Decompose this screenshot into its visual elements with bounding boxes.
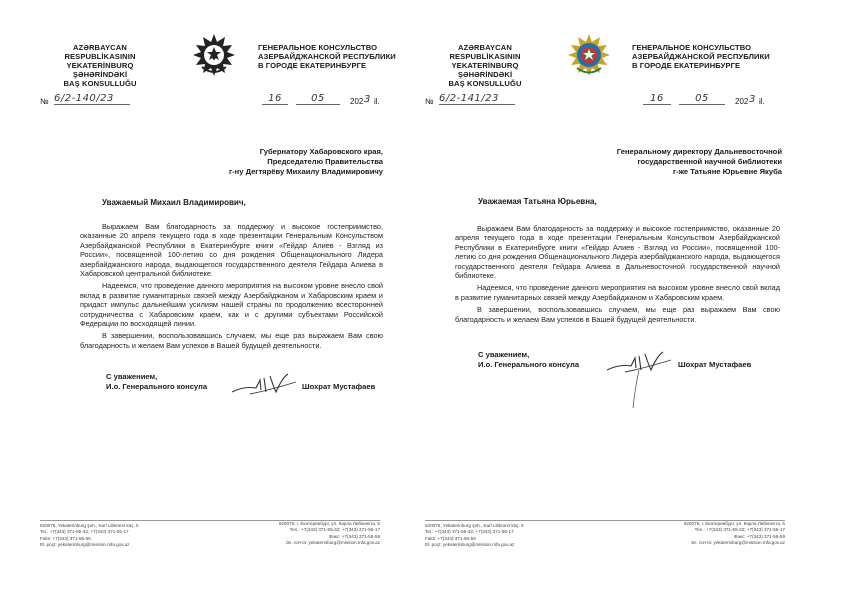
body-paragraph: Выражаем Вам благодарность за поддержку и высокое гостеприимство, оказанные 20 апреля текущего года в ходе презентации Генеральным Консульством Азербайджанской Республики в Екатеринбурге книги «Гейдар Алиев - Взгляд из России», посвященной 100-летию со дня рождения Общенационального Лидера азербайджанского народа, выдающегося государственного деятеля Гейдара Алиева в Хабаровской центральной библиотеке. (80, 222, 383, 279)
date-year-prefix: 202 (350, 97, 364, 106)
footer-line: 620075, г. Екатеринбург, ул. Карла Либкнехта, 5 (278, 521, 380, 526)
closing-line: И.о. Генерального консула (106, 382, 208, 391)
header-russian (258, 43, 398, 70)
header-azerbaijani (425, 43, 545, 88)
date-month: 05 (679, 93, 725, 105)
addressee-line: Генеральному директору Дальневосточной (616, 147, 782, 156)
footer-address-ru (620, 521, 785, 547)
footer-address-az (425, 523, 595, 549)
closing-line: С уважением, (106, 372, 158, 381)
footer-line: El. poçt: yekaterinburg@mission.mfa.gov.az (425, 542, 515, 548)
header-ru-line: В ГОРОДЕ ЕКАТЕРИНБУРГЕ (632, 61, 741, 70)
body-paragraph: Надеемся, что проведение данного мероприятия на высоком уровне внесло свой вклад в развитие гуманитарных связей между Азербайджаном и Хабаровским краем и придаст импульс дальнейшим усилиям нашей страны по продолжению всесторонней сотрудничества с Хабаровским краем, как и с другими субъектами Российской Федерации по восходящей линии. (80, 281, 383, 329)
footer-line: Тел.: +7(343) 371-55-32; +7(343) 371-55-17 (289, 527, 380, 533)
letter-body (455, 224, 780, 327)
addressee-block (480, 147, 782, 177)
footer-line: Эл. почта: yekaterinburg@mission.mfa.gov.az (690, 540, 785, 546)
header-ru-line: АЗЕРБАЙДЖАНСКОЙ РЕСПУБЛИКИ (258, 52, 396, 61)
header-ru-line: ГЕНЕРАЛЬНОЕ КОНСУЛЬСТВО (632, 43, 752, 52)
handwritten-signature-icon (605, 346, 677, 410)
addressee-line: г-же Татьяне Юрьевне Якуба (672, 167, 782, 176)
closing-block (478, 350, 579, 370)
closing-line: И.о. Генерального консула (478, 360, 580, 369)
footer-line: El. poçt: yekaterinburg@mission.mfa.gov.az (40, 542, 130, 548)
footer-line: Факс: +7(343) 371-55-59 (733, 533, 785, 539)
body-paragraph: В завершении, воспользовавшись случаем, мы еще раз выражаем Вам свою благодарность и желаем Вам успехов в Вашей будущей деятельности. (455, 305, 780, 324)
date-year-suffix: il. (374, 97, 380, 106)
footer-line: Faks: +7(343) 371-55-59 (40, 535, 91, 541)
header-az-line: AZƏRBAYCAN RESPUBLİKASININ (449, 43, 521, 61)
number-label: № (425, 97, 434, 106)
footer-line: 620075, г. Екатеринбург, ул. Карла Либкнехта, 5 (683, 521, 785, 526)
date-year-suffix: il. (759, 97, 765, 106)
date-month: 05 (296, 93, 340, 105)
header-ru-line: ГЕНЕРАЛЬНОЕ КОНСУЛЬСТВО (258, 43, 378, 52)
outgoing-number: 6/2-141/23 (439, 93, 515, 105)
footer-line: Тел.: +7(343) 371-55-32; +7(343) 371-55-17 (694, 527, 785, 533)
header-az-line: BAŞ KONSULLUĞU (448, 79, 522, 88)
date-day: 16 (643, 93, 671, 105)
header-az-line: YEKATERİNBURQ ŞƏHƏRİNDƏKİ (66, 61, 134, 79)
body-paragraph: Надеемся, что проведение данного мероприятия на высоком уровне внесло свой вклад в развитие гуманитарных связей между Азербайджаном и Хабаровским краем. (455, 283, 780, 302)
header-az-line: AZƏRBAYCAN RESPUBLİKASININ (64, 43, 136, 61)
body-paragraph: Выражаем Вам благодарность за поддержку и высокое гостеприимство, оказанные 20 апреля текущего года в ходе презентации Генеральным Консульством Азербайджанской Республики в Екатеринбурге книги «Гейдар Алиев - Взгляд из России», посвященной 100-летию со дня рождения Общенационального Лидера азербайджанского народа, выдающегося государственного деятеля Гейдара Алиева в Дальневосточной государственной научной библиотеке. (455, 224, 780, 281)
outgoing-number: 6/2-140/23 (54, 93, 130, 105)
addressee-line: г-ну Дегтярёву Михаилу Владимировичу (228, 167, 383, 176)
footer-address-az (40, 523, 210, 549)
date-day: 16 (262, 93, 288, 105)
footer-line: 620075, Yekaterinburg şəh., Karl Libknext küç. 5 (425, 523, 524, 528)
footer-line: 620075, Yekaterinburg şəh., Karl Libknext küç. 5 (40, 523, 139, 528)
addressee-line: государственной научной библиотеки (637, 157, 782, 166)
footer-line: Tel.: +7(343) 371-55-32; +7(343) 371-55-17 (425, 529, 514, 535)
addressee-line: Председателю Правительства (267, 157, 383, 166)
footer-line: Faks: +7(343) 371-55-59 (425, 535, 476, 541)
closing-block (106, 372, 207, 392)
date-year-digit: 3 (364, 94, 371, 105)
salutation: Уважаемый Михаил Владимирович, (102, 198, 246, 207)
letter-body (80, 222, 383, 353)
body-paragraph: В завершении, воспользовавшись случаем, мы еще раз выражаем Вам свою благодарность и желаем Вам успехов в Вашей будущей деятельности. (80, 331, 383, 350)
date-year-prefix: 202 (735, 97, 749, 106)
footer-line: Эл. почта: yekaterinburg@mission.mfa.gov.az (285, 540, 380, 546)
addressee-block (100, 147, 383, 177)
header-ru-line: АЗЕРБАЙДЖАНСКОЙ РЕСПУБЛИКИ (632, 52, 770, 61)
signer-name: Шохрат Мустафаев (678, 360, 752, 369)
footer-address-ru (220, 521, 380, 547)
header-ru-line: В ГОРОДЕ ЕКАТЕРИНБУРГЕ (258, 61, 367, 70)
footer-line: Факс: +7(343) 371-55-59 (328, 533, 380, 539)
signer-name: Шохрат Мустафаев (302, 382, 376, 391)
header-azerbaijani (40, 43, 160, 88)
footer-line: Tel.: +7(343) 371-55-32; +7(343) 371-55-17 (40, 529, 129, 535)
salutation: Уважаемая Татьяна Юрьевна, (478, 197, 597, 206)
state-emblem-icon (192, 33, 236, 77)
handwritten-signature-icon (230, 368, 300, 404)
date-year-digit: 3 (749, 94, 756, 105)
header-az-line: YEKATERİNBURQ ŞƏHƏRİNDƏKİ (451, 61, 519, 79)
letter-governor (40, 0, 400, 595)
header-russian (632, 43, 792, 70)
letter-library-director (420, 0, 800, 595)
addressee-line: Губернатору Хабаровского края, (259, 147, 383, 156)
closing-line: С уважением, (478, 350, 530, 359)
state-emblem-color-icon (567, 33, 611, 77)
number-label: № (40, 97, 49, 106)
header-az-line: BAŞ KONSULLUĞU (63, 79, 137, 88)
